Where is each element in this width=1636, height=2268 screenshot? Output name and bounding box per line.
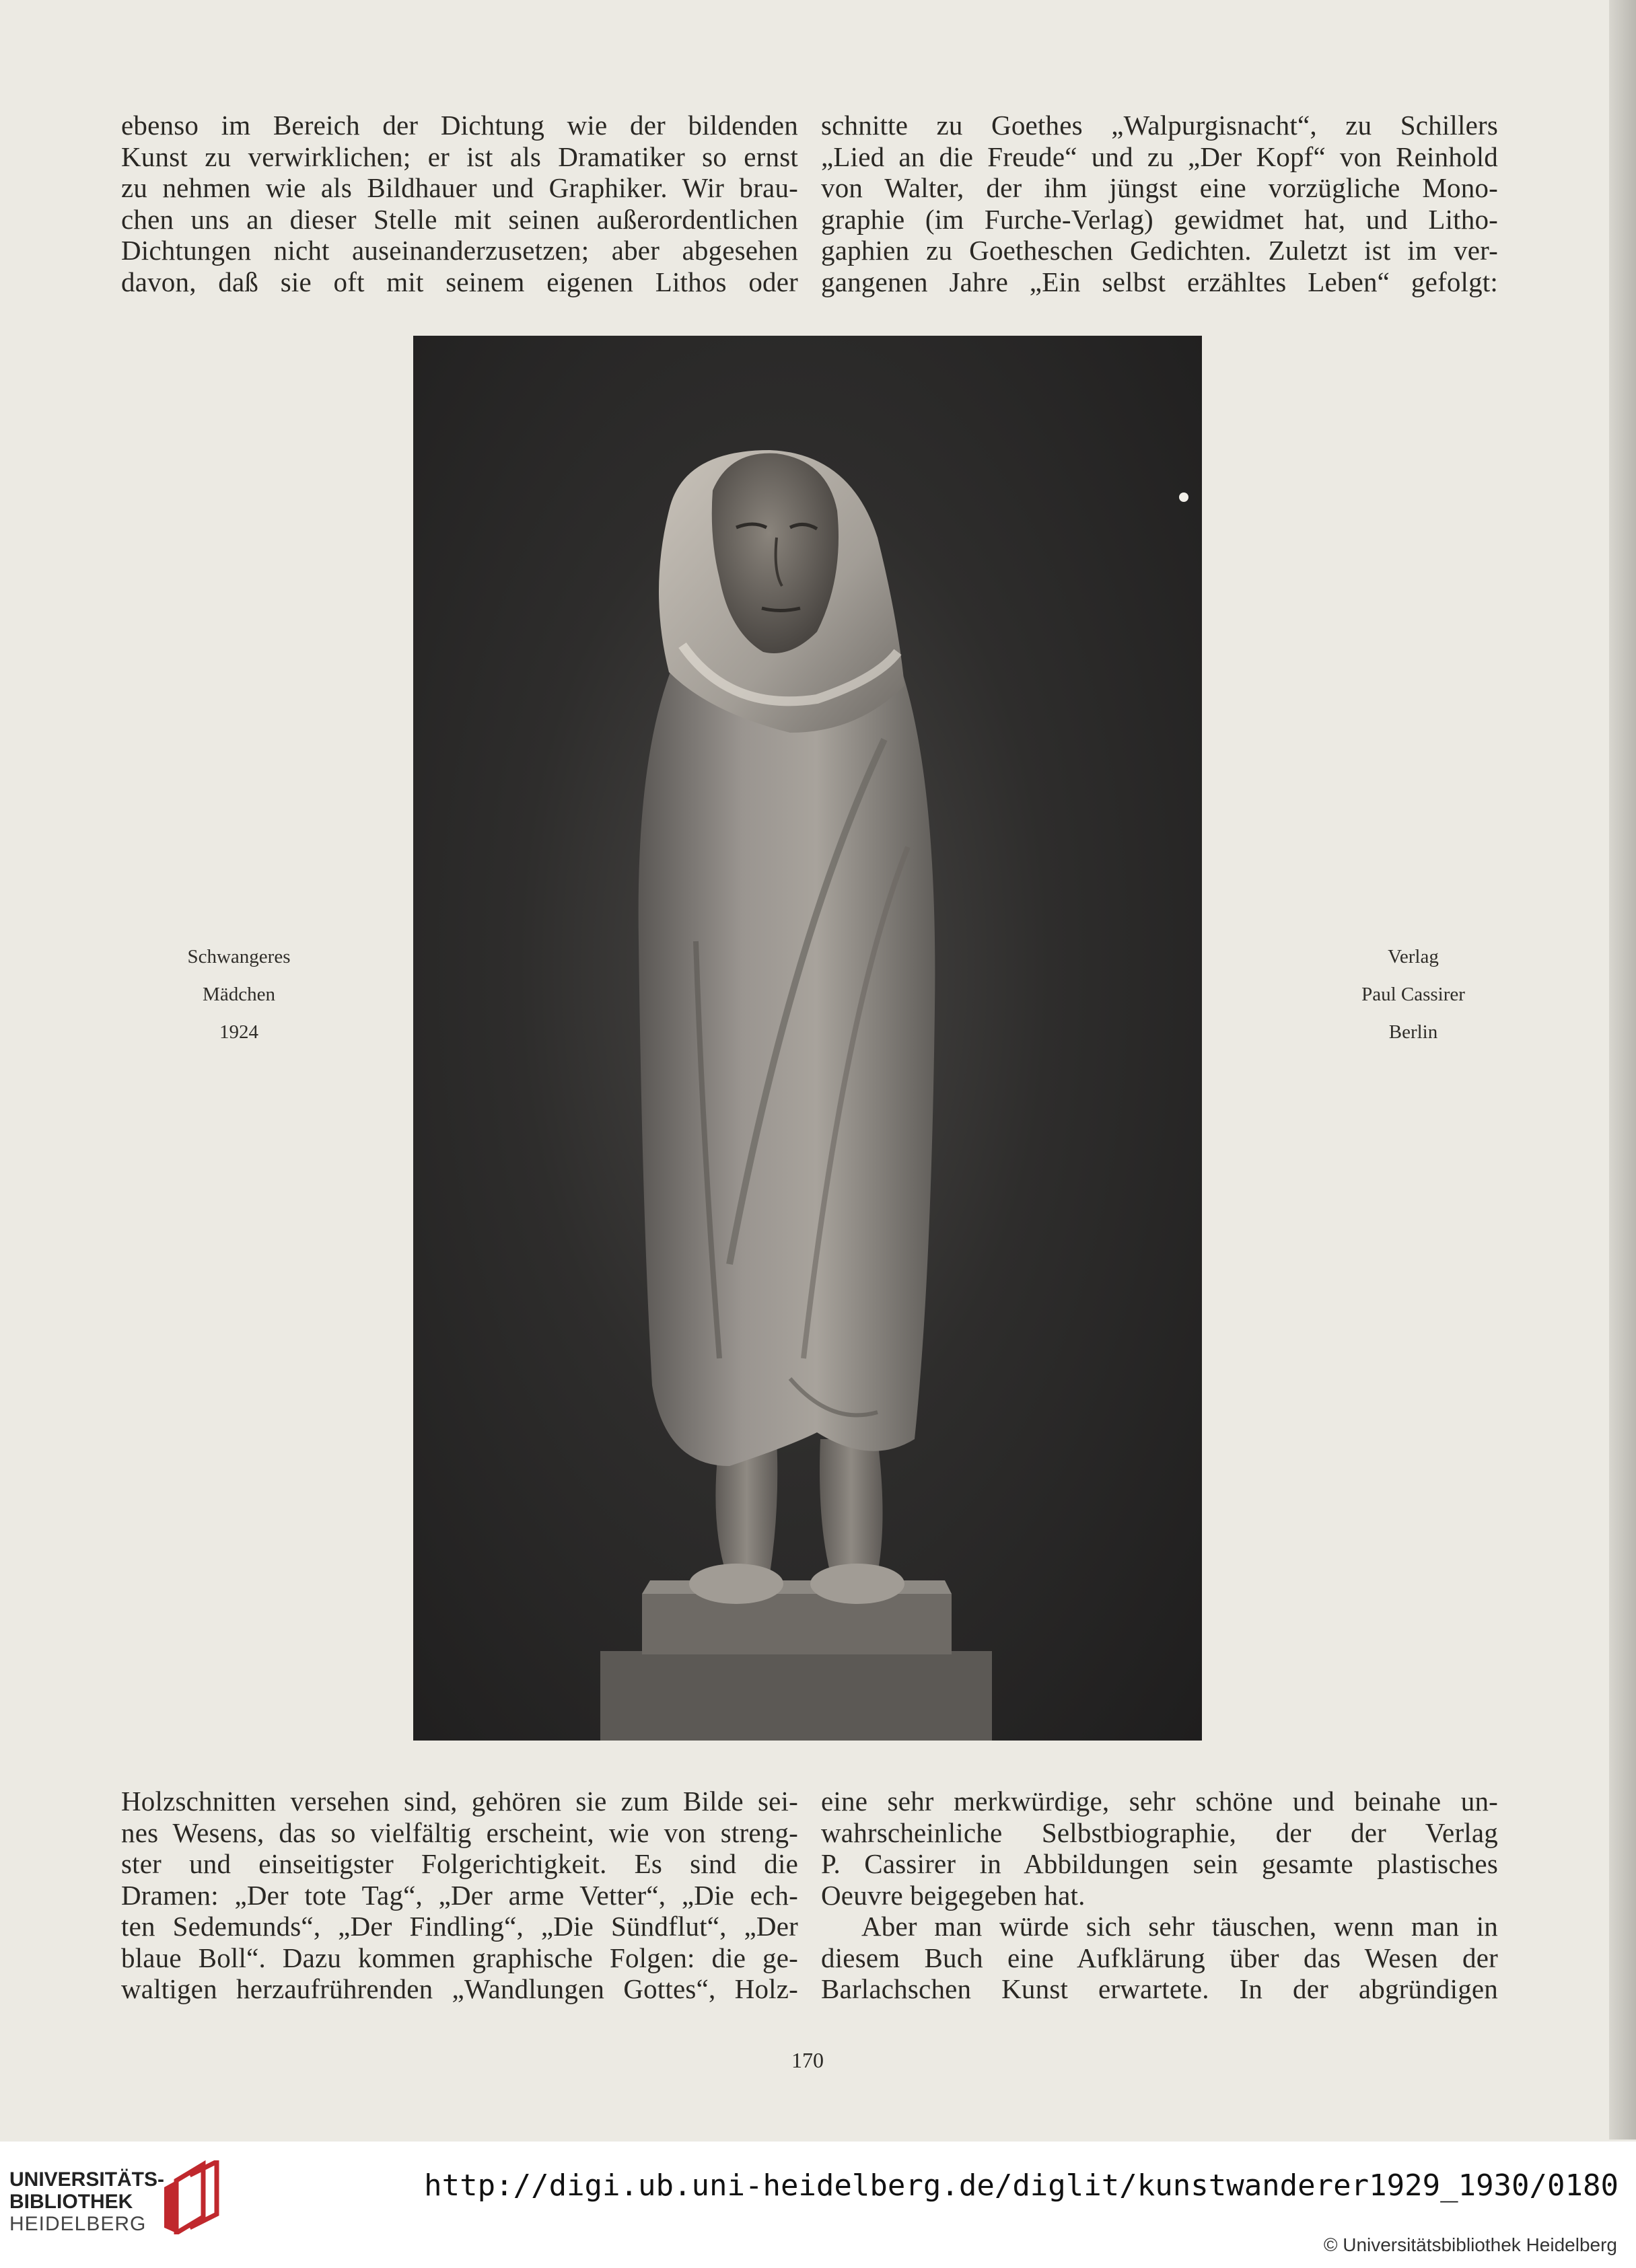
- left-foot: [689, 1564, 783, 1604]
- page-edge-shadow: [1609, 0, 1636, 2139]
- caption-year: 1924: [219, 1021, 258, 1043]
- scan-speck: [1179, 492, 1188, 502]
- library-logo-icon[interactable]: [163, 2160, 225, 2234]
- text-line: gangenen Jahre „Ein selbst erzähltes Leben“ gefolgt:: [821, 266, 1498, 297]
- caption-title-line: Mädchen: [203, 984, 275, 1005]
- text-line: Oeuvre beigegeben hat.: [821, 1879, 1086, 1911]
- text-line: Dichtungen nicht auseinanderzusetzen; aber abgesehen: [121, 235, 798, 266]
- text-line: eine sehr merkwürdige, sehr schöne und beinahe un-: [821, 1786, 1498, 1817]
- caption-title-line: Schwangeres: [187, 946, 291, 967]
- sculpture-photograph: [413, 336, 1202, 1741]
- text-line: Dramen: „Der tote Tag“, „Der arme Vetter“, „Die ech-: [121, 1879, 798, 1911]
- column-bottom-left: [121, 1786, 798, 2005]
- text-line: diesem Buch eine Aufklärung über das Wesen der: [821, 1942, 1498, 1973]
- text-line: wahrscheinliche Selbstbiographie, der der Verlag: [821, 1817, 1498, 1848]
- text-line: chen uns an dieser Stelle mit seinen außerordentlichen: [121, 203, 798, 235]
- figure-credit-right: [1332, 938, 1494, 1051]
- text-line: waltigen herzaufrührenden „Wandlungen Gottes“, Holz-: [121, 1973, 798, 2004]
- sculpture-illustration: [413, 336, 1202, 1741]
- text-line: von Walter, der ihm jüngst eine vorzügliche Mono-: [821, 172, 1498, 203]
- text-line: davon, daß sie oft mit seinem eigenen Lithos oder: [121, 266, 798, 297]
- text-line: ster und einseitigster Folgerichtigkeit. Es sind die: [121, 1848, 798, 1879]
- text-line: P. Cassirer in Abbildungen sein gesamte plastisches: [821, 1848, 1498, 1879]
- figure-caption-left: [158, 938, 320, 1051]
- plinth-front: [600, 1651, 992, 1741]
- text-line: blaue Boll“. Dazu kommen graphische Folgen: die ge-: [121, 1942, 798, 1973]
- text-line: ten Sedemunds“, „Der Findling“, „Die Sündflut“, „Der: [121, 1911, 798, 1942]
- text-line: nes Wesens, das so vielfältig erscheint, wie von streng-: [121, 1817, 798, 1848]
- text-line: zu nehmen wie als Bildhauer und Graphiker. Wir brau-: [121, 172, 798, 203]
- logo-line: HEIDELBERG: [9, 2213, 147, 2235]
- text-line: gaphien zu Goetheschen Gedichten. Zuletzt ist im ver-: [821, 235, 1498, 266]
- credit-city: Berlin: [1388, 1021, 1438, 1043]
- logo-line: UNIVERSITÄTS-: [9, 2168, 165, 2191]
- text-line: Kunst zu verwirklichen; er ist als Dramatiker so ernst: [121, 141, 798, 172]
- credit-line: Verlag: [1388, 946, 1439, 967]
- column-bottom-right: [821, 1786, 1498, 2005]
- copyright-notice: © Universitätsbibliothek Heidelberg: [1323, 2234, 1617, 2255]
- logo-line: BIBLIOTHEK: [9, 2191, 133, 2213]
- page-number: 170: [791, 2048, 824, 2072]
- text-line: ebenso im Bereich der Dichtung wie der bildenden: [121, 110, 798, 141]
- base-block: [642, 1594, 952, 1654]
- right-foot: [810, 1564, 904, 1604]
- text-line: schnitte zu Goethes „Walpurgisnacht“, zu Schillers: [821, 110, 1498, 141]
- permalink-url[interactable]: http://digi.ub.uni-heidelberg.de/diglit/kunstwanderer1929_1930/0180: [424, 2168, 1619, 2203]
- column-top-right: [821, 110, 1498, 297]
- base-block-top: [642, 1580, 952, 1594]
- column-top-left: [121, 110, 798, 297]
- credit-publisher: Paul Cassirer: [1361, 984, 1465, 1005]
- library-footer: [0, 2142, 1636, 2268]
- library-logo-text[interactable]: [9, 2168, 164, 2235]
- text-line: Holzschnitten versehen sind, gehören sie zum Bilde sei-: [121, 1786, 798, 1817]
- robe: [639, 659, 935, 1466]
- text-line: Barlachschen Kunst erwartete. In der abgründigen: [821, 1973, 1498, 2004]
- text-line: „Lied an die Freude“ und zu „Der Kopf“ von Reinhold: [821, 141, 1498, 172]
- right-leg: [820, 1439, 883, 1574]
- text-line: Aber man würde sich sehr täuschen, wenn man in: [861, 1911, 1498, 1942]
- text-line: graphie (im Furche-Verlag) gewidmet hat, und Litho-: [821, 203, 1498, 235]
